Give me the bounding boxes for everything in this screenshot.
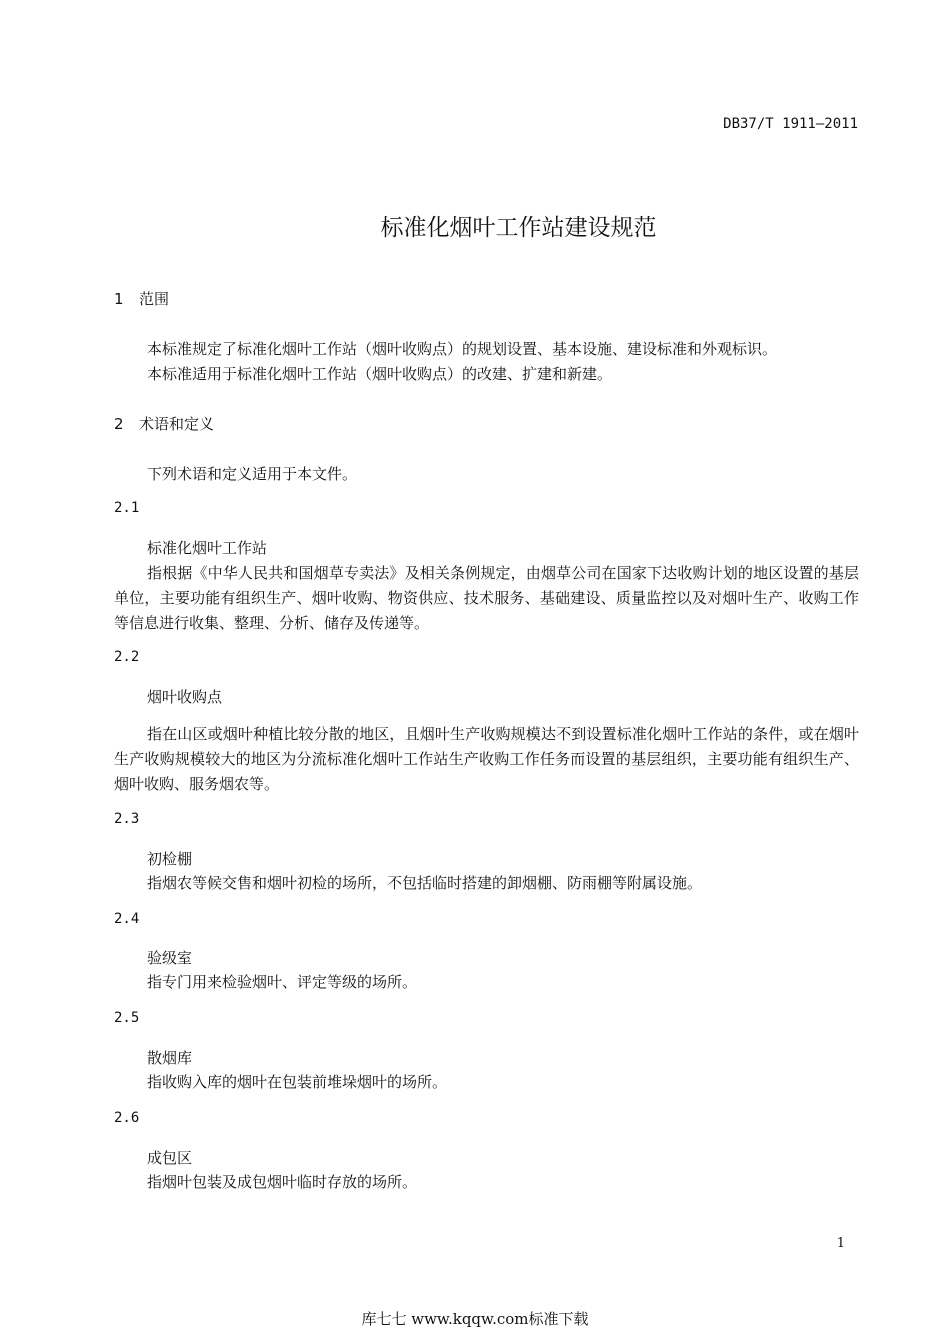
term-number: 2.2 (114, 649, 140, 665)
scope-line-2: 本标准适用于标准化烟叶工作站（烟叶收购点）的改建、扩建和新建。 (147, 365, 613, 383)
term-definition: 指根据《中华人民共和国烟草专卖法》及相关条例规定，由烟草公司在国家下达收购计划的地区设置的基层单位，主要功能有组织生产、烟叶收购、物资供应、技术服务、基础建设、质量监控以及对烟叶生产、收购工作等信息进行收集、整理、分析、储存及传递等。 (114, 564, 859, 632)
term-definition: 指收购入库的烟叶在包装前堆垛烟叶的场所。 (147, 1073, 448, 1091)
term-number: 2.4 (114, 911, 140, 927)
term-definition: 指专门用来检验烟叶、评定等级的场所。 (147, 973, 418, 991)
footer-watermark: 库七七 www.kqqw.com标准下载 (361, 1310, 589, 1328)
section-title: 范围 (139, 290, 170, 308)
term-title: 验级室 (147, 949, 193, 967)
term-definition: 指在山区或烟叶种植比较分散的地区，且烟叶生产收购规模达不到设置标准化烟叶工作站的条件，或在烟叶生产收购规模较大的地区为分流标准化烟叶工作站生产收购工作任务而设置的基层组织，主要功能有组织生产、烟叶收购、服务烟农等。 (114, 725, 859, 793)
page-number: 1 (836, 1236, 845, 1251)
section-1-heading (114, 288, 169, 309)
term-number: 2.3 (114, 811, 140, 827)
term-title: 初检棚 (147, 850, 193, 868)
term-number: 2.6 (114, 1110, 140, 1126)
scope-line-1: 本标准规定了标准化烟叶工作站（烟叶收购点）的规划设置、基本设施、建设标准和外观标识。 (147, 340, 778, 358)
section-number: 1 (114, 290, 124, 308)
term-definition: 指烟农等候交售和烟叶初检的场所，不包括临时搭建的卸烟棚、防雨棚等附属设施。 (147, 874, 703, 892)
term-title: 成包区 (147, 1149, 193, 1167)
term-title: 散烟库 (147, 1049, 193, 1067)
term-title: 标准化烟叶工作站 (147, 539, 268, 557)
standard-code: DB37/T 1911—2011 (723, 116, 858, 132)
term-number: 2.1 (114, 500, 140, 516)
term-number: 2.5 (114, 1010, 140, 1026)
term-definition: 指烟叶包装及成包烟叶临时存放的场所。 (147, 1173, 418, 1191)
section-number: 2 (114, 415, 124, 433)
term-title: 烟叶收购点 (147, 688, 223, 706)
section-2-heading (114, 413, 214, 434)
page-title: 标准化烟叶工作站建设规范 (380, 215, 657, 241)
section-title: 术语和定义 (139, 415, 215, 433)
terms-intro: 下列术语和定义适用于本文件。 (147, 465, 358, 483)
